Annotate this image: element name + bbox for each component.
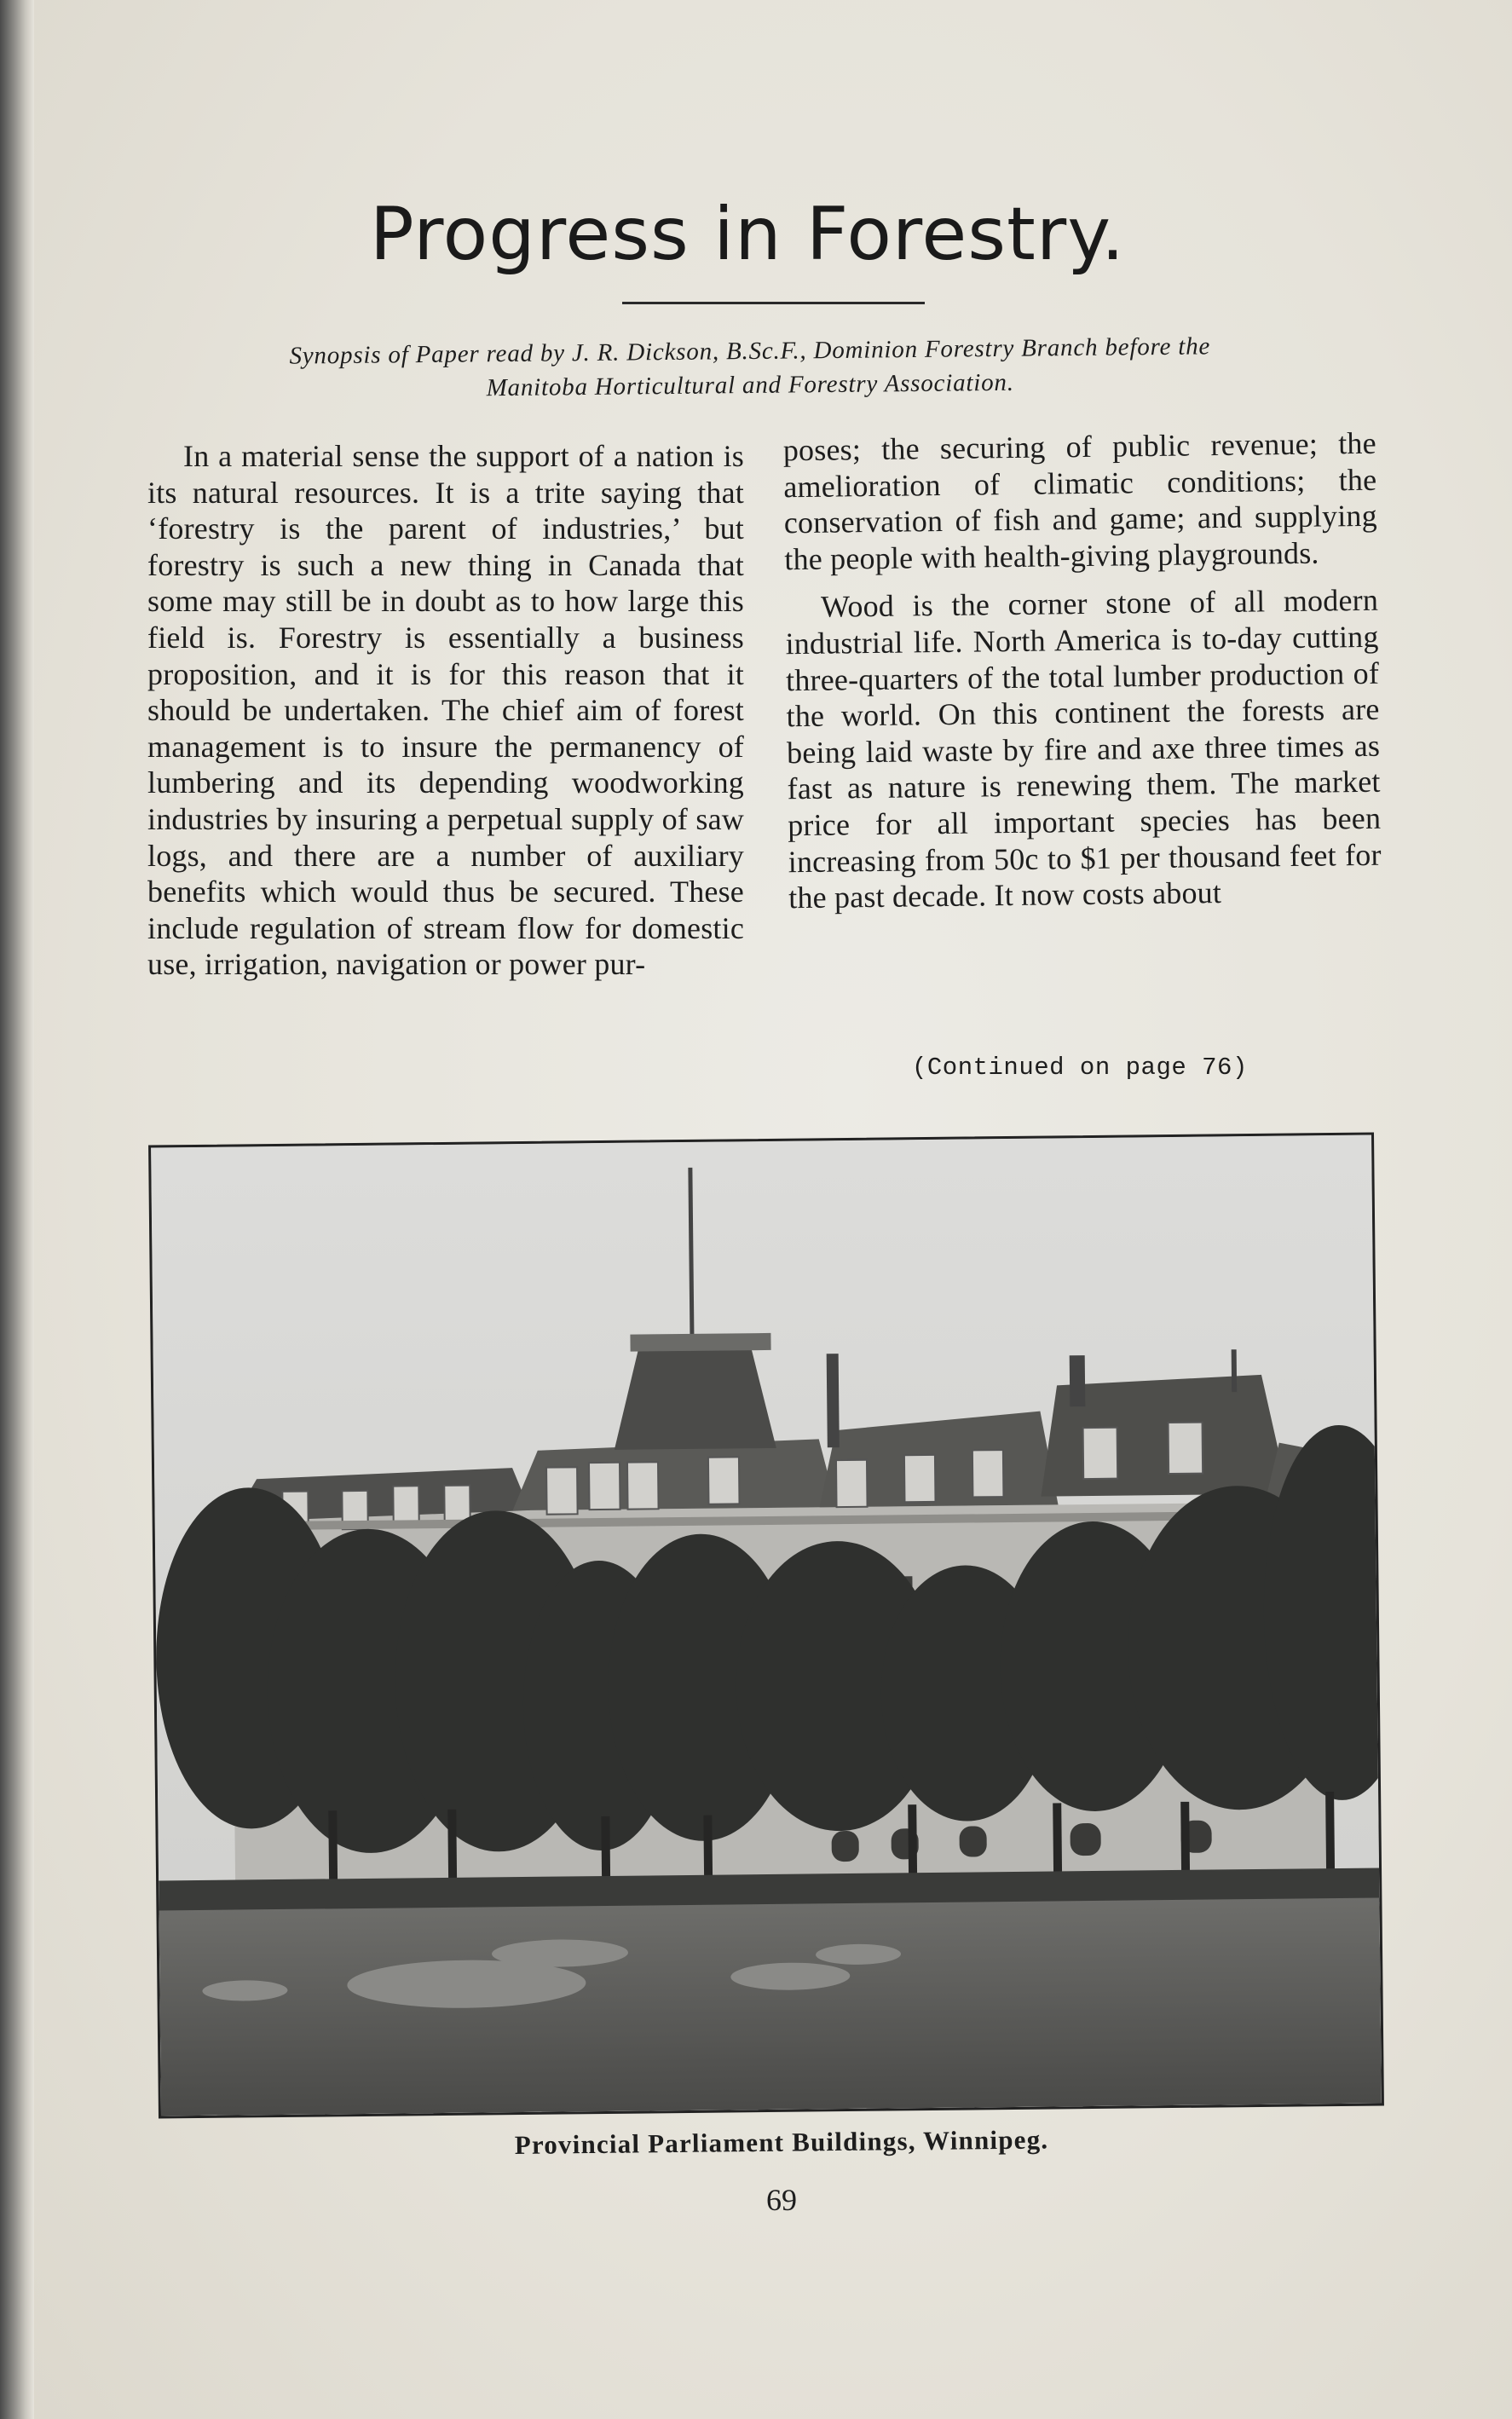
continued-note: (Continued on page 76) — [912, 1054, 1248, 1082]
right-column — [783, 425, 1382, 916]
article-synopsis — [128, 327, 1373, 408]
parliament-buildings-photo — [148, 1133, 1384, 2119]
right-column-paragraph-2: Wood is the corner stone of all modern industrial life. North America is to-day cutting three-quarters of the total lumber production of the world. On this continent the forests are being laid waste by fire and axe three times as fast as nature is renewing them. The market price for all important species has been increasing from 50c to $1 per thousand feet for the past decade. It now costs about — [785, 583, 1382, 915]
page-number: 69 — [766, 2183, 797, 2217]
left-column — [147, 438, 744, 983]
right-column-paragraph-1: poses; the securing of public revenue; the amelioration of climatic conditions; the conservation of fish and game; and supplying the people with health-giving playgrounds. — [782, 425, 1378, 577]
synopsis-line-1: Synopsis of Paper read by J. R. Dickson, B.Sc.F., Dominion Forestry Branch before the — [289, 332, 1211, 370]
book-gutter — [0, 0, 34, 2419]
synopsis-line-2: Manitoba Horticultural and Forestry Association. — [486, 368, 1014, 402]
photo-caption: Provincial Parliament Buildings, Winnipeg. — [514, 2124, 1049, 2160]
title-rule — [622, 302, 925, 304]
article-title: Progress in Forestry. — [369, 192, 1126, 277]
left-column-paragraph: In a material sense the support of a nation is its natural resources. It is a trite saying that ‘forestry is the parent of industries,’ but forestry is such a new thing in Canada that some may still be in doubt as to how large this field is. Forestry is essentially a business proposition, and it is for this reason that it should be undertaken. The chief aim of forest management is to insure the permanency of lumbering and its depending woodworking industries by insuring a perpetual supply of saw logs, and there are a number of auxiliary benefits which would thus be secured. These include regulation of stream flow for domestic use, irrigation, navigation or power pur- — [147, 439, 744, 982]
